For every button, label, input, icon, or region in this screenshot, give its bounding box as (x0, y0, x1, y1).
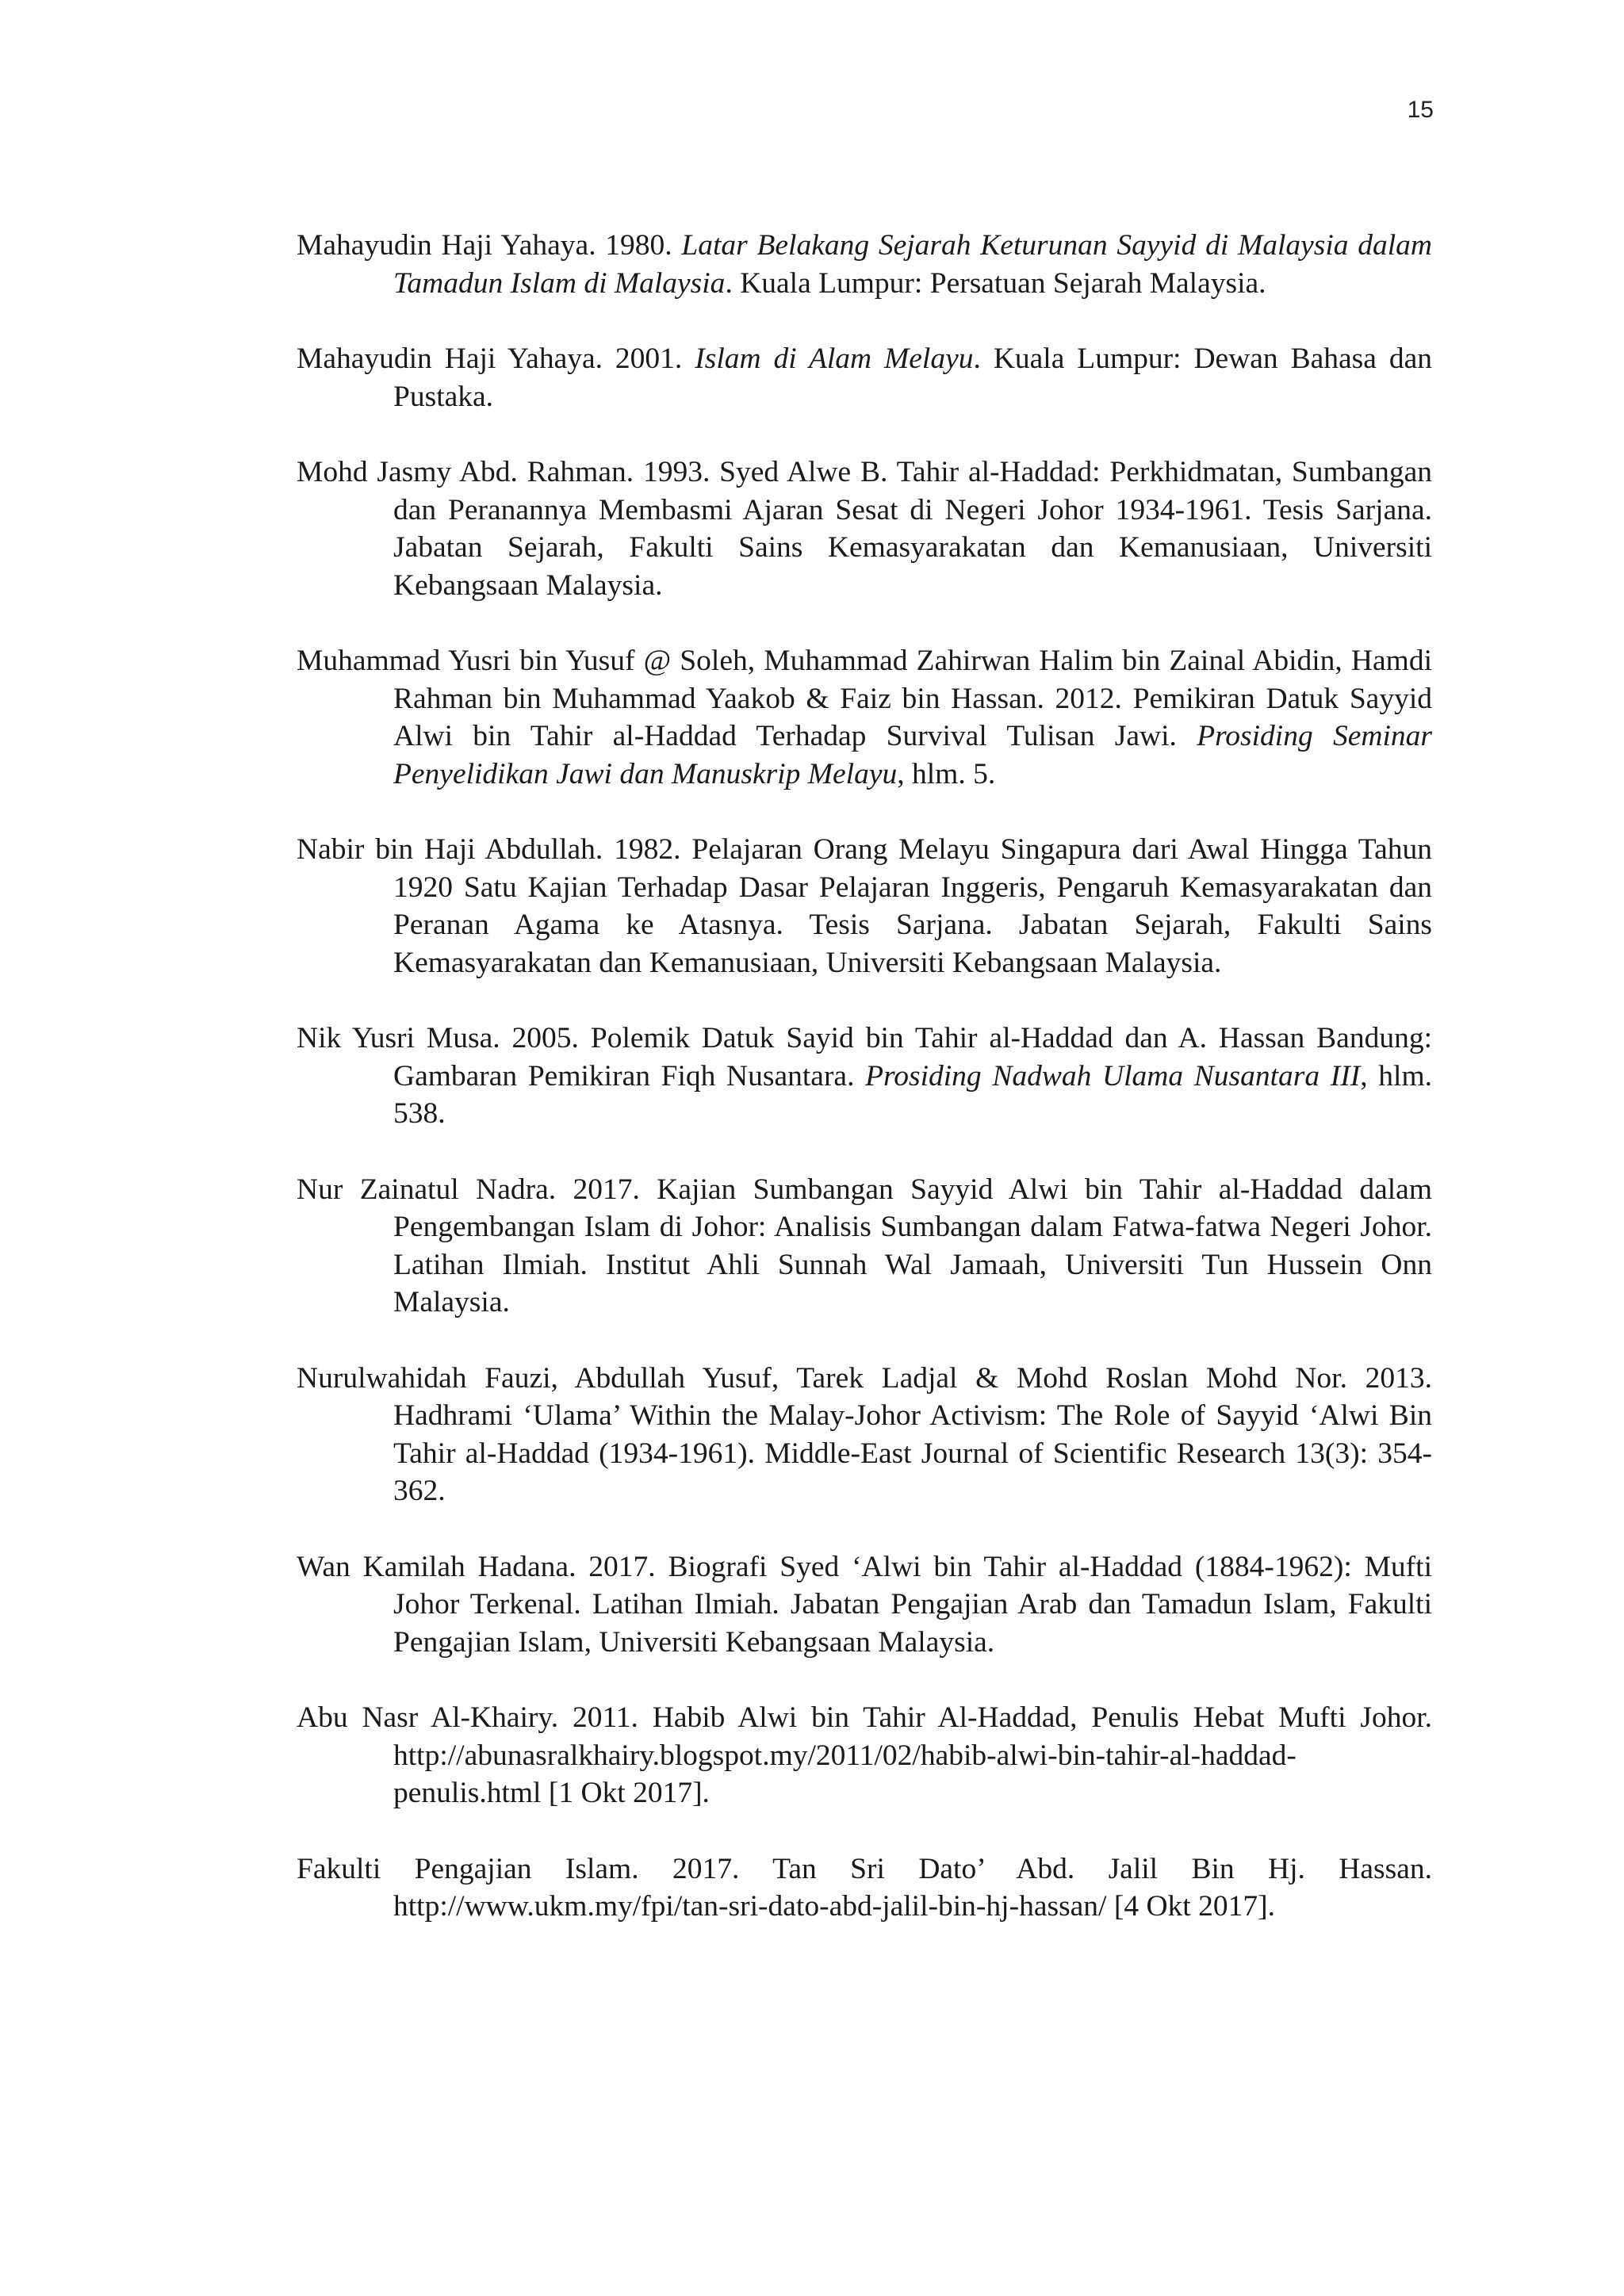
reference-text: Wan Kamilah Hadana. 2017. Biografi Syed ‘Alwi bin Tahir al-Haddad (1884-1962): Mufti Johor Terkenal. Latihan Ilmiah. Jabatan Pengajian Arab dan Tamadun Islam, Fakulti Pengajian Islam, Universiti Kebangsaan Malaysia. (297, 1550, 1432, 1659)
reference-entry (297, 1360, 1432, 1510)
reference-text: Fakulti Pengajian Islam. 2017. Tan Sri Dato’ Abd. Jalil Bin Hj. Hassan. http://www.ukm.my/fpi/tan-sri-dato-abd-jalil-bin-hj-hassan/ [4 Okt 2017]. (297, 1852, 1432, 1923)
reference-text: Abu Nasr Al-Khairy. 2011. Habib Alwi bin Tahir Al-Haddad, Penulis Hebat Mufti Johor. http://abunasralkhairy.blogspot.my/2011/02/habib-alwi-bin-tahir-al-haddad-penulis.html [1 Okt 2017]. (297, 1701, 1432, 1809)
reference-text: Mohd Jasmy Abd. Rahman. 1993. Syed Alwe B. Tahir al-Haddad: Perkhidmatan, Sumbangan dan Peranannya Membasmi Ajaran Sesat di Negeri Johor 1934-1961. Tesis Sarjana. Jabatan Sejarah, Fakulti Sains Kemasyarakatan dan Kemanusiaan, Universiti Kebangsaan Malaysia. (297, 456, 1432, 602)
reference-text: , hlm. 5. (897, 757, 996, 790)
reference-title-italic: Prosiding Nadwah Ulama Nusantara III (865, 1059, 1361, 1093)
reference-entry (297, 340, 1432, 415)
reference-text: Mahayudin Haji Yahaya. 1980. (297, 229, 682, 262)
reference-entry (297, 831, 1432, 982)
reference-entry (297, 453, 1432, 604)
reference-entry (297, 1850, 1432, 1926)
reference-entry (297, 1699, 1432, 1812)
reference-text: Nur Zainatul Nadra. 2017. Kajian Sumbangan Sayyid Alwi bin Tahir al-Haddad dalam Pengembangan Islam di Johor: Analisis Sumbangan dalam Fatwa-fatwa Negeri Johor. Latihan Ilmiah. Institut Ahli Sunnah Wal Jamaah, Universiti Tun Hussein Onn Malaysia. (297, 1173, 1432, 1318)
reference-text: . Kuala Lumpur: Dewan Bahasa dan Pustaka. (393, 342, 1432, 413)
reference-text: Nik Yusri Musa. 2005. Polemik Datuk Sayid bin Tahir al-Haddad dan A. Hassan Bandung: Gambaran Pemikiran Fiqh Nusantara. (297, 1022, 1432, 1093)
reference-list (297, 227, 1432, 1926)
reference-text: . Kuala Lumpur: Persatuan Sejarah Malaysia. (725, 266, 1266, 300)
reference-entry (297, 642, 1432, 793)
reference-text: , hlm. 538. (393, 1059, 1432, 1130)
page-number: 15 (1407, 97, 1434, 123)
reference-title-italic: Islam di Alam Melayu (695, 342, 974, 375)
reference-entry (297, 1171, 1432, 1322)
reference-entry (297, 1548, 1432, 1662)
reference-entry (297, 1020, 1432, 1133)
reference-text: Muhammad Yusri bin Yusuf @ Soleh, Muhammad Zahirwan Halim bin Zainal Abidin, Hamdi Rahman bin Muhammad Yaakob & Faiz bin Hassan. 2012. Pemikiran Datuk Sayyid Alwi bin Tahir al-Haddad Terhadap Survival Tulisan Jawi. (297, 645, 1432, 752)
reference-title-italic: Latar Belakang Sejarah Keturunan Sayyid di Malaysia dalam Tamadun Islam di Malaysia (393, 229, 1433, 300)
reference-entry (297, 227, 1432, 302)
reference-text: Nurulwahidah Fauzi, Abdullah Yusuf, Tarek Ladjal & Mohd Roslan Mohd Nor. 2013. Hadhrami ‘Ulama’ Within the Malay-Johor Activism: The Role of Sayyid ‘Alwi Bin Tahir al-Haddad (1934-1961). Middle-East Journal of Scientific Research 13(3): 354-362. (297, 1361, 1432, 1507)
reference-title-italic: Prosiding Seminar Penyelidikan Jawi dan Manuskrip Melayu (393, 720, 1432, 790)
reference-text: Nabir bin Haji Abdullah. 1982. Pelajaran Orang Melayu Singapura dari Awal Hingga Tahun 1920 Satu Kajian Terhadap Dasar Pelajaran Inggeris, Pengaruh Kemasyarakatan dan Peranan Agama ke Atasnya. Tesis Sarjana. Jabatan Sejarah, Fakulti Sains Kemasyarakatan dan Kemanusiaan, Universiti Kebangsaan Malaysia. (297, 833, 1432, 979)
reference-text: Mahayudin Haji Yahaya. 2001. (297, 342, 695, 375)
